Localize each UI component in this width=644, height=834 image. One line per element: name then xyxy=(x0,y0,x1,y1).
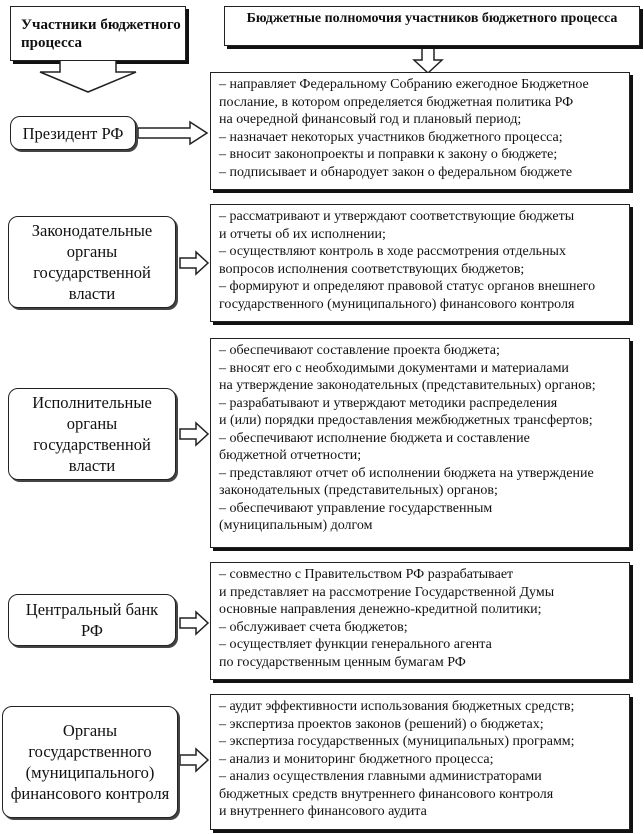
power-line: – совместно с Правительством РФ разрабатывает xyxy=(219,567,514,582)
power-line: – рассматривают и утверждают соответствующие бюджеты xyxy=(219,209,575,224)
power-line: – направляет Федеральному Собранию ежегодное Бюджетное xyxy=(219,77,589,92)
power-line: – обеспечивают составление проекта бюджета; xyxy=(219,343,500,358)
power-line: – обслуживает счета бюджетов; xyxy=(219,619,408,635)
arrow-row-4 xyxy=(180,612,208,634)
power-line: по государственным ценным бумагам РФ xyxy=(219,654,466,670)
power-line: – анализ осуществления главными администраторами xyxy=(219,769,542,784)
power-line: – вносит законопроекты и поправки к закону о бюджете; xyxy=(219,147,558,162)
power-line: вопросов исполнения соответствующих бюджетов; xyxy=(219,261,525,277)
power-line: и внутреннего финансового аудита xyxy=(219,804,427,819)
power-line: и отчеты об их исполнении; xyxy=(219,226,386,242)
power-line: – осуществляет функции генерального агента xyxy=(219,637,492,652)
role-financial-control: Органы государственного (муниципального) финансового контроля xyxy=(2,706,178,818)
power-line: – формируют и определяют правовой статус органов внешнего xyxy=(219,279,596,294)
powers-president xyxy=(210,72,630,190)
power-line: основные направления денежно-кредитной политики; xyxy=(219,602,542,617)
power-line: на очередной финансовый год и плановый период; xyxy=(219,112,522,127)
role-central-bank: Центральный банк РФ xyxy=(8,594,176,646)
power-line: – осуществляют контроль в ходе рассмотрения отдельных xyxy=(219,244,566,259)
power-line: бюджетной отчетности; xyxy=(219,448,362,463)
power-line: – аудит эффективности использования бюджетных средств; xyxy=(219,699,575,714)
power-line: – представляют отчет об исполнении бюджета на утверждение xyxy=(219,465,594,481)
powers-header: Бюджетные полномочия участников бюджетного процесса xyxy=(224,6,640,46)
power-line: законодательных (представительных) органов; xyxy=(219,483,498,498)
down-arrow-right xyxy=(414,49,442,73)
powers-legislative xyxy=(210,204,630,322)
power-line: – подписывает и обнародует закон о федеральном бюджете xyxy=(219,164,573,180)
power-line: на утверждение законодательных (представительных) органов; xyxy=(219,378,596,393)
arrow-row-3 xyxy=(180,423,208,445)
power-line: государственного (муниципального) финансового контроля xyxy=(219,296,575,312)
power-line: – назначает некоторых участников бюджетного процесса; xyxy=(219,129,563,145)
power-line: послание, в котором определяется бюджетная политика РФ xyxy=(219,94,574,110)
power-line: – обеспечивают исполнение бюджета и составление xyxy=(219,430,530,446)
arrow-row-2 xyxy=(180,252,208,274)
power-line: (муниципальным) долгом xyxy=(219,518,373,533)
down-arrow-left xyxy=(40,61,136,92)
power-line: – анализ и мониторинг бюджетного процесса; xyxy=(219,751,494,767)
role-legislative: Законодательные органы государственной власти xyxy=(8,216,176,308)
powers-financial-control xyxy=(210,694,630,830)
powers-executive xyxy=(210,338,630,548)
role-president: Президент РФ xyxy=(10,116,136,150)
arrow-row-1 xyxy=(138,122,207,144)
power-line: – обеспечивают управление государственным xyxy=(219,500,493,516)
power-line: и (или) порядки предоставления межбюджетных трансфертов; xyxy=(219,413,593,428)
power-line: бюджетных средств внутреннего финансового контроля xyxy=(219,786,554,802)
power-line: – вносят его с необходимыми документами и материалами xyxy=(219,360,569,376)
power-line: – разрабатывают и утверждают методики распределения xyxy=(219,395,558,411)
powers-central-bank xyxy=(210,562,630,680)
participants-header: Участники бюджетного процесса xyxy=(10,6,186,61)
power-line: – экспертиза проектов законов (решений) о бюджетах; xyxy=(219,716,544,732)
power-line: – экспертиза государственных (муниципальных) программ; xyxy=(219,734,575,749)
role-executive: Исполнительные органы государственной власти xyxy=(8,388,176,480)
arrow-row-5 xyxy=(180,749,208,771)
power-line: и представляет на рассмотрение Государственной Думы xyxy=(219,584,555,600)
